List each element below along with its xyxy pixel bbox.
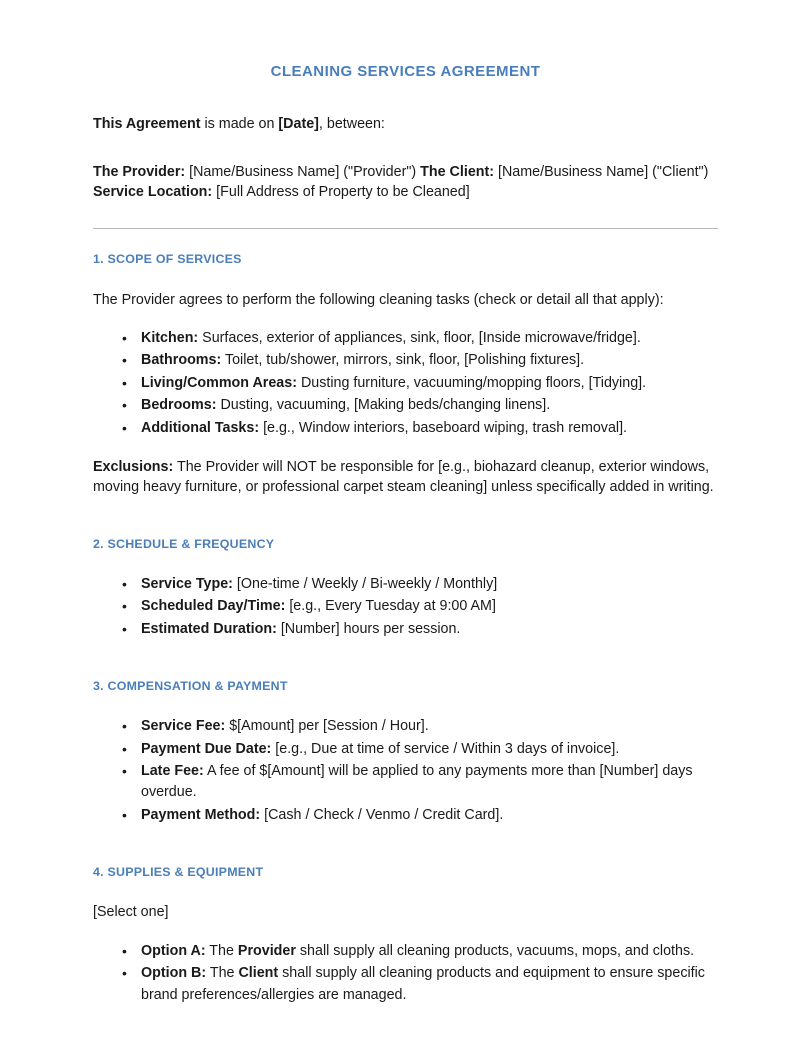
bullet-label: Scheduled Day/Time: [141, 598, 286, 615]
pre-section4-spacer [93, 844, 718, 864]
bullet-label: Bedrooms: [141, 397, 217, 414]
list-item [93, 596, 718, 617]
bullet-text: The [205, 942, 238, 959]
supplies-bullet-list [93, 941, 718, 1006]
bullet-text: The [206, 965, 239, 982]
list-item [93, 395, 718, 416]
bullet-text: [e.g., Due at time of service / Within 3 days of invoice]. [271, 740, 620, 757]
bullet-text: [One-time / Weekly / Bi-weekly / Monthly] [232, 575, 498, 592]
list-item [93, 328, 718, 349]
section-divider [93, 228, 718, 229]
bullet-party-emphasis: Client [238, 965, 279, 982]
bullet-label: Option B: [141, 965, 207, 982]
bullet-text: [Cash / Check / Venmo / Credit Card]. [260, 806, 504, 823]
agreement-date-line [93, 114, 718, 134]
bullet-label: Service Fee: [141, 718, 226, 735]
bullet-text: shall supply all cleaning products, vacuums, mops, and cloths. [295, 942, 695, 959]
list-item [93, 941, 718, 962]
service-location-value: [Full Address of Property to be Cleaned] [212, 184, 470, 201]
section-heading-compensation: 3. COMPENSATION & PAYMENT [93, 679, 288, 694]
scope-intro-paragraph: The Provider agrees to perform the following cleaning tasks (check or detail all that apply): [93, 291, 664, 308]
list-item [93, 373, 718, 394]
bullet-text: [e.g., Every Tuesday at 9:00 AM] [285, 598, 496, 615]
service-location-label: Service Location: [93, 184, 213, 201]
schedule-bullet-list [93, 574, 718, 640]
parties-line [93, 162, 718, 182]
list-item [93, 574, 718, 595]
bullet-label: Additional Tasks: [141, 419, 260, 436]
bullet-label: Late Fee: [141, 763, 204, 780]
list-item [93, 739, 718, 760]
list-item [93, 963, 718, 1006]
exclusions-paragraph [93, 457, 718, 498]
exclusions-label: Exclusions: [93, 459, 174, 475]
provider-label: The Provider: [93, 163, 186, 180]
bullet-text: Dusting furniture, vacuuming/mopping floors, [Tidying]. [296, 374, 647, 391]
agreement-bold-lead: This Agreement [93, 115, 201, 132]
bullet-text: A fee of $[Amount] will be applied to any payments more than [Number] days overdue. [141, 763, 693, 801]
bullet-text: $[Amount] per [Session / Hour]. [225, 718, 429, 735]
section-heading-scope: 1. SCOPE OF SERVICES [93, 252, 242, 267]
bullet-label: Bathrooms: [141, 352, 222, 369]
list-item [93, 805, 718, 826]
intro-spacer [93, 152, 718, 162]
agreement-end-text: , between: [318, 115, 385, 132]
compensation-bullet-list [93, 716, 718, 826]
list-item [93, 350, 718, 371]
bullet-text: shall supply all cleaning products and equipment to ensure specific brand preferences/allergies are managed. [141, 965, 705, 1003]
bullet-label: Payment Due Date: [141, 740, 272, 757]
bullet-text: Surfaces, exterior of appliances, sink, floor, [Inside microwave/fridge]. [198, 329, 641, 346]
bullet-label: Kitchen: [141, 329, 199, 346]
list-item [93, 619, 718, 640]
list-item [93, 716, 718, 737]
document-title: CLEANING SERVICES AGREEMENT [270, 63, 541, 80]
section-heading-schedule: 2. SCHEDULE & FREQUENCY [93, 536, 275, 551]
client-value: [Name/Business Name] ("Client") [494, 163, 709, 180]
scope-bullet-list [93, 328, 718, 439]
agreement-mid-text: is made on [200, 115, 279, 132]
bullet-label: Estimated Duration: [141, 620, 277, 637]
agreement-date-placeholder: [Date] [278, 115, 319, 132]
bullet-label: Option A: [141, 942, 206, 959]
list-item [93, 761, 718, 804]
bullet-text: Dusting, vacuuming, [Making beds/changing linens]. [216, 397, 551, 414]
pre-section2-spacer [93, 516, 718, 536]
section-heading-supplies: 4. SUPPLIES & EQUIPMENT [93, 865, 264, 880]
bullet-text: [Number] hours per session. [276, 620, 461, 637]
client-label: The Client: [420, 163, 495, 180]
bullet-text: Toilet, tub/shower, mirrors, sink, floor, [Polishing fixtures]. [221, 352, 585, 369]
bullet-party-emphasis: Provider [237, 942, 296, 959]
bullet-text: [e.g., Window interiors, baseboard wiping, trash removal]. [259, 419, 628, 436]
bullet-label: Service Type: [141, 575, 233, 592]
bullet-label: Living/Common Areas: [141, 374, 297, 391]
provider-value: [Name/Business Name] ("Provider") [185, 163, 421, 180]
exclusions-text: The Provider will NOT be responsible for [e.g., biohazard cleanup, exterior windows, moving heavy furniture, or professional carpet steam cleaning] unless specifically added in writing. [93, 459, 714, 496]
select-one-note: [Select one] [93, 904, 169, 921]
pre-section3-spacer [93, 658, 718, 678]
bullet-label: Payment Method: [141, 806, 261, 823]
service-location-line [93, 182, 718, 202]
list-item [93, 418, 718, 439]
